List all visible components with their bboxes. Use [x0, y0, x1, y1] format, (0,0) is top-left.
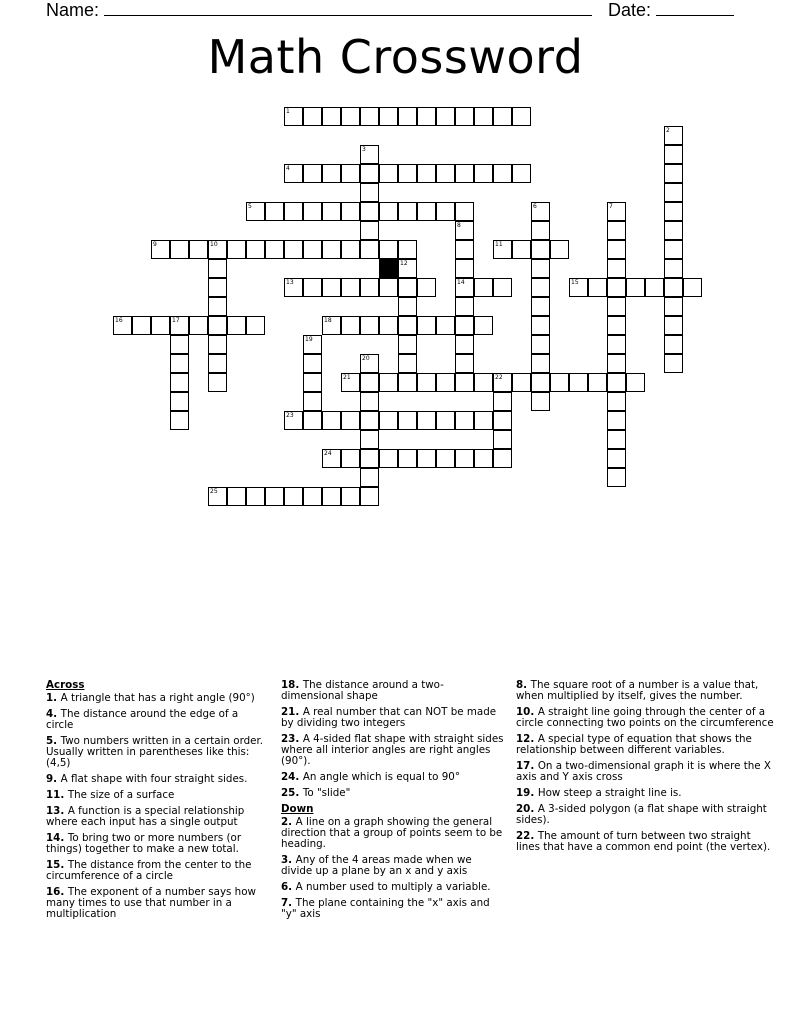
- crossword-cell[interactable]: [189, 240, 208, 259]
- clue-number-label: 11: [495, 241, 503, 248]
- crossword-cell[interactable]: [398, 202, 417, 221]
- crossword-cell[interactable]: [265, 202, 284, 221]
- crossword-cell[interactable]: [664, 183, 683, 202]
- clue-number-label: 7: [609, 203, 613, 210]
- crossword-cell[interactable]: [474, 107, 493, 126]
- crossword-cell[interactable]: [455, 373, 474, 392]
- crossword-cell[interactable]: [379, 107, 398, 126]
- down-clue: [516, 680, 774, 702]
- crossword-cell[interactable]: [360, 392, 379, 411]
- clue-number: 2.: [281, 816, 296, 828]
- across-clue: [281, 788, 506, 799]
- across-clue: [46, 736, 266, 769]
- crossword-cell[interactable]: [265, 240, 284, 259]
- clue-number: 1.: [46, 692, 61, 704]
- clue-number-label: 21: [343, 374, 351, 381]
- crossword-cell[interactable]: [455, 297, 474, 316]
- crossword-cell[interactable]: [417, 278, 436, 297]
- crossword-cell[interactable]: [493, 278, 512, 297]
- crossword-cell[interactable]: [455, 240, 474, 259]
- crossword-cell[interactable]: [341, 240, 360, 259]
- crossword-cell[interactable]: [398, 373, 417, 392]
- clue-number-label: 10: [210, 241, 218, 248]
- crossword-cell[interactable]: [284, 487, 303, 506]
- crossword-cell[interactable]: [398, 164, 417, 183]
- crossword-cell[interactable]: [341, 449, 360, 468]
- crossword-cell[interactable]: [398, 449, 417, 468]
- crossword-cell[interactable]: [360, 411, 379, 430]
- clue-text: The amount of turn between two straight lines that have a common end point (the vertex).: [516, 830, 771, 853]
- crossword-cell[interactable]: [436, 411, 455, 430]
- crossword-cell[interactable]: [664, 259, 683, 278]
- crossword-cell[interactable]: [208, 335, 227, 354]
- crossword-cell[interactable]: [531, 335, 550, 354]
- crossword-cell[interactable]: [341, 487, 360, 506]
- crossword-cell[interactable]: [474, 449, 493, 468]
- down-clue-list: [281, 817, 506, 920]
- crossword-cell[interactable]: [436, 202, 455, 221]
- across-heading: Across: [46, 679, 85, 691]
- crossword-cell[interactable]: [208, 278, 227, 297]
- clue-number-label: 24: [324, 450, 332, 457]
- crossword-cell[interactable]: [550, 373, 569, 392]
- crossword-cell[interactable]: [303, 278, 322, 297]
- crossword-cell[interactable]: [322, 202, 341, 221]
- crossword-cell[interactable]: [398, 354, 417, 373]
- crossword-cell[interactable]: [417, 449, 436, 468]
- crossword-cell[interactable]: [607, 335, 626, 354]
- crossword-cell[interactable]: [531, 316, 550, 335]
- clue-number: 7.: [281, 897, 296, 909]
- clue-number: 16.: [46, 886, 68, 898]
- down-clue: [281, 882, 506, 893]
- crossword-cell[interactable]: [341, 202, 360, 221]
- crossword-cell[interactable]: [417, 411, 436, 430]
- crossword-cell[interactable]: [569, 373, 588, 392]
- crossword-cell[interactable]: [303, 487, 322, 506]
- clue-number: 19.: [516, 787, 538, 799]
- crossword-cell[interactable]: [436, 449, 455, 468]
- crossword-cell[interactable]: [322, 107, 341, 126]
- crossword-cell[interactable]: [664, 145, 683, 164]
- crossword-cell[interactable]: [417, 316, 436, 335]
- crossword-cell[interactable]: [531, 297, 550, 316]
- crossword-cell[interactable]: [474, 164, 493, 183]
- crossword-cell[interactable]: [132, 316, 151, 335]
- crossword-cell[interactable]: [474, 373, 493, 392]
- crossword-cell[interactable]: [360, 202, 379, 221]
- clue-number: 15.: [46, 859, 68, 871]
- crossword-cell[interactable]: [664, 240, 683, 259]
- clue-number: 24.: [281, 771, 303, 783]
- crossword-cell[interactable]: [379, 411, 398, 430]
- crossword-cell[interactable]: [664, 354, 683, 373]
- crossword-cell[interactable]: [227, 316, 246, 335]
- crossword-cell[interactable]: [360, 107, 379, 126]
- clue-text: A 3-sided polygon (a flat shape with straight sides).: [516, 803, 767, 826]
- crossword-cell[interactable]: [607, 221, 626, 240]
- crossword-cell[interactable]: [493, 411, 512, 430]
- clue-text: The distance around the edge of a circle: [46, 708, 239, 731]
- clue-number: 14.: [46, 832, 68, 844]
- clue-number-label: 3: [362, 146, 366, 153]
- across-clue: [281, 707, 506, 729]
- down-heading: Down: [281, 803, 314, 815]
- clue-text: A special type of equation that shows the relationship between different variables.: [516, 733, 752, 756]
- crossword-cell[interactable]: [246, 240, 265, 259]
- clue-text: The square root of a number is a value that, when multiplied by itself, gives the number.: [516, 679, 759, 702]
- crossword-cell[interactable]: [265, 487, 284, 506]
- crossword-cell[interactable]: [303, 392, 322, 411]
- crossword-cell[interactable]: [417, 373, 436, 392]
- clue-number: 6.: [281, 881, 296, 893]
- crossword-cell[interactable]: [322, 240, 341, 259]
- crossword-cell[interactable]: [512, 373, 531, 392]
- crossword-cell[interactable]: [379, 240, 398, 259]
- crossword-cell[interactable]: [550, 240, 569, 259]
- clue-text: To "slide": [302, 787, 351, 799]
- down-clue-list-continued: [516, 680, 774, 853]
- across-clue: [46, 709, 266, 731]
- clue-number: 11.: [46, 789, 68, 801]
- down-clue: [281, 817, 506, 850]
- crossword-cell[interactable]: [531, 354, 550, 373]
- crossword-cell[interactable]: [341, 278, 360, 297]
- clue-text: A line on a graph showing the general direction that a group of points seem to be heading.: [281, 816, 503, 850]
- crossword-cell[interactable]: [360, 449, 379, 468]
- crossword-cell[interactable]: [303, 240, 322, 259]
- crossword-cell[interactable]: [436, 316, 455, 335]
- clue-text: On a two-dimensional graph it is where the X axis and Y axis cross: [516, 760, 771, 783]
- clue-text: The plane containing the "x" axis and "y" axis: [281, 897, 490, 920]
- crossword-cell[interactable]: [322, 411, 341, 430]
- crossword-cell[interactable]: [398, 411, 417, 430]
- clue-number-label: 8: [457, 222, 461, 229]
- crossword-cell[interactable]: [645, 278, 664, 297]
- crossword-cell[interactable]: [588, 373, 607, 392]
- crossword-cell[interactable]: [170, 335, 189, 354]
- down-clue: [516, 804, 774, 826]
- crossword-cell[interactable]: [607, 411, 626, 430]
- crossword-cell[interactable]: [170, 373, 189, 392]
- crossword-cell[interactable]: [360, 430, 379, 449]
- crossword-cell[interactable]: [208, 259, 227, 278]
- crossword-cell[interactable]: [303, 354, 322, 373]
- clue-text: The distance from the center to the circumference of a circle: [46, 859, 252, 882]
- crossword-cell[interactable]: [170, 411, 189, 430]
- clue-number: 20.: [516, 803, 538, 815]
- clue-text: A 4-sided flat shape with straight sides where all interior angles are right angles (90°).: [281, 733, 504, 767]
- name-label: Name:: [46, 0, 100, 20]
- clue-text: A flat shape with four straight sides.: [60, 773, 248, 785]
- clue-number: 9.: [46, 773, 61, 785]
- crossword-cell[interactable]: [379, 373, 398, 392]
- crossword-cell[interactable]: [607, 240, 626, 259]
- crossword-cell[interactable]: [208, 297, 227, 316]
- clue-text: To bring two or more numbers (or things) together to make a new total.: [46, 832, 242, 855]
- clue-number: 23.: [281, 733, 303, 745]
- clue-number: 18.: [281, 679, 303, 691]
- crossword-cell[interactable]: [664, 202, 683, 221]
- crossword-cell[interactable]: [607, 354, 626, 373]
- clue-text: How steep a straight line is.: [537, 787, 682, 799]
- crossword-cell[interactable]: [379, 316, 398, 335]
- crossword-cell[interactable]: [664, 221, 683, 240]
- crossword-cell[interactable]: [626, 278, 645, 297]
- crossword-cell[interactable]: [303, 107, 322, 126]
- crossword-cell[interactable]: [360, 468, 379, 487]
- across-clue: [46, 790, 266, 801]
- crossword-cell[interactable]: [360, 487, 379, 506]
- crossword-cell[interactable]: [664, 316, 683, 335]
- clue-number-label: 19: [305, 336, 313, 343]
- crossword-cell[interactable]: [436, 107, 455, 126]
- down-clue: [516, 761, 774, 783]
- crossword-cell[interactable]: [417, 107, 436, 126]
- crossword-cell[interactable]: [170, 354, 189, 373]
- crossword-cell[interactable]: [341, 316, 360, 335]
- crossword-cell[interactable]: [189, 316, 208, 335]
- crossword-cell[interactable]: [246, 316, 265, 335]
- crossword-cell[interactable]: [341, 107, 360, 126]
- across-clue: [46, 833, 266, 855]
- date-label: Date:: [608, 0, 652, 20]
- clue-number-label: 25: [210, 488, 218, 495]
- clue-number: 22.: [516, 830, 538, 842]
- clue-number: 21.: [281, 706, 303, 718]
- crossword-cell[interactable]: [360, 164, 379, 183]
- across-clue-list-continued: [281, 680, 506, 799]
- crossword-cell[interactable]: [531, 259, 550, 278]
- crossword-cell[interactable]: [607, 430, 626, 449]
- crossword-cell[interactable]: [531, 392, 550, 411]
- down-clue: [516, 707, 774, 729]
- across-clue: [281, 734, 506, 767]
- crossword-cell[interactable]: [303, 164, 322, 183]
- clue-text: The distance around a two-dimensional shape: [281, 679, 444, 702]
- clue-number-label: 22: [495, 374, 503, 381]
- across-clue: [46, 860, 266, 882]
- crossword-cell[interactable]: [455, 107, 474, 126]
- crossword-cell[interactable]: [664, 297, 683, 316]
- crossword-cell[interactable]: [303, 373, 322, 392]
- crossword-cell[interactable]: [322, 278, 341, 297]
- clue-number-label: 6: [533, 203, 537, 210]
- crossword-cell[interactable]: [284, 202, 303, 221]
- crossword-cell[interactable]: [360, 278, 379, 297]
- crossword-cell[interactable]: [379, 278, 398, 297]
- crossword-cell[interactable]: [626, 373, 645, 392]
- crossword-cell[interactable]: [683, 278, 702, 297]
- crossword-cell[interactable]: [398, 316, 417, 335]
- crossword-cell[interactable]: [360, 373, 379, 392]
- crossword-cell[interactable]: [379, 202, 398, 221]
- clue-number-label: 2: [666, 127, 670, 134]
- clue-number-label: 18: [324, 317, 332, 324]
- crossword-cell[interactable]: [227, 240, 246, 259]
- crossword-cell[interactable]: [341, 411, 360, 430]
- crossword-cell[interactable]: [170, 240, 189, 259]
- crossword-cell[interactable]: [398, 240, 417, 259]
- clue-number: 4.: [46, 708, 61, 720]
- clue-text: A straight line going through the center of a circle connecting two points on the circumference: [516, 706, 774, 729]
- crossword-cell[interactable]: [436, 373, 455, 392]
- clue-number: 25.: [281, 787, 303, 799]
- crossword-cell[interactable]: [531, 240, 550, 259]
- crossword-cell[interactable]: [455, 354, 474, 373]
- clue-number: 5.: [46, 735, 61, 747]
- crossword-cell[interactable]: [360, 240, 379, 259]
- clue-number: 10.: [516, 706, 538, 718]
- crossword-cell[interactable]: [607, 373, 626, 392]
- clue-number-label: 4: [286, 165, 290, 172]
- crossword-cell[interactable]: [512, 240, 531, 259]
- crossword-cell[interactable]: [208, 354, 227, 373]
- clue-text: The size of a surface: [67, 789, 175, 801]
- crossword-cell[interactable]: [208, 373, 227, 392]
- clue-text: Any of the 4 areas made when we divide up a plane by an x and y axis: [281, 854, 472, 877]
- crossword-cell[interactable]: [664, 278, 683, 297]
- across-clue: [281, 680, 506, 702]
- clue-number: 13.: [46, 805, 68, 817]
- crossword-cell[interactable]: [455, 202, 474, 221]
- clue-text: A number used to multiply a variable.: [295, 881, 491, 893]
- clue-number-label: 12: [400, 260, 408, 267]
- crossword-cell[interactable]: [493, 164, 512, 183]
- clue-text: The exponent of a number says how many times to use that number in a multiplication: [46, 886, 256, 920]
- crossword-cell[interactable]: [493, 449, 512, 468]
- down-clue: [281, 855, 506, 877]
- crossword-cell[interactable]: [151, 316, 170, 335]
- crossword-cell[interactable]: [303, 202, 322, 221]
- clues-column-3: [516, 680, 774, 858]
- crossword-cell[interactable]: [664, 164, 683, 183]
- clue-number-label: 17: [172, 317, 180, 324]
- crossword-cell[interactable]: [322, 164, 341, 183]
- crossword-cell[interactable]: [493, 430, 512, 449]
- crossword-cell[interactable]: [455, 316, 474, 335]
- clue-number-label: 9: [153, 241, 157, 248]
- clue-number: 3.: [281, 854, 296, 866]
- crossword-cell[interactable]: [607, 392, 626, 411]
- crossword-cell[interactable]: [208, 316, 227, 335]
- crossword-cell[interactable]: [607, 468, 626, 487]
- crossword-cell[interactable]: [227, 487, 246, 506]
- clue-text: A function is a special relationship where each input has a single output: [46, 805, 245, 828]
- clues-column-2: [281, 680, 506, 925]
- crossword-cell[interactable]: [588, 278, 607, 297]
- down-clue: [281, 898, 506, 920]
- crossword-cell[interactable]: [170, 392, 189, 411]
- crossword-cell[interactable]: [398, 335, 417, 354]
- crossword-cell[interactable]: [303, 411, 322, 430]
- clue-text: A triangle that has a right angle (90°): [60, 692, 255, 704]
- clue-number-label: 14: [457, 279, 465, 286]
- page-title: Math Crossword: [207, 30, 584, 84]
- across-clue-list: [46, 693, 266, 920]
- across-clue: [46, 774, 266, 785]
- crossword-cell[interactable]: [398, 297, 417, 316]
- clue-number-label: 23: [286, 412, 294, 419]
- clue-text: An angle which is equal to 90°: [302, 771, 460, 783]
- black-cell: [379, 259, 398, 278]
- across-clue: [281, 772, 506, 783]
- crossword-cell[interactable]: [341, 164, 360, 183]
- down-clue: [516, 734, 774, 756]
- clue-text: Two numbers written in a certain order. Usually written in parentheses like this: (4,5): [46, 735, 264, 769]
- clue-number-label: 1: [286, 108, 290, 115]
- crossword-cell[interactable]: [360, 183, 379, 202]
- crossword-cell[interactable]: [379, 449, 398, 468]
- down-clue: [516, 831, 774, 853]
- crossword-cell[interactable]: [436, 164, 455, 183]
- crossword-cell[interactable]: [607, 316, 626, 335]
- crossword-cell[interactable]: [531, 278, 550, 297]
- clue-number: 12.: [516, 733, 538, 745]
- crossword-cell[interactable]: [607, 449, 626, 468]
- clue-number-label: 5: [248, 203, 252, 210]
- crossword-cell[interactable]: [322, 487, 341, 506]
- crossword-cell[interactable]: [512, 164, 531, 183]
- crossword-cell[interactable]: [474, 278, 493, 297]
- crossword-cell[interactable]: [246, 487, 265, 506]
- crossword-cell[interactable]: [531, 373, 550, 392]
- crossword-cell[interactable]: [455, 411, 474, 430]
- clue-number: 17.: [516, 760, 538, 772]
- crossword-cell[interactable]: [493, 392, 512, 411]
- clue-number: 8.: [516, 679, 531, 691]
- crossword-cell[interactable]: [607, 278, 626, 297]
- clue-number-label: 13: [286, 279, 294, 286]
- across-clue: [46, 806, 266, 828]
- crossword-cell[interactable]: [455, 449, 474, 468]
- crossword-cell[interactable]: [474, 316, 493, 335]
- crossword-cell[interactable]: [360, 316, 379, 335]
- crossword-cell[interactable]: [531, 221, 550, 240]
- crossword-cell[interactable]: [455, 259, 474, 278]
- across-clue: [46, 693, 266, 704]
- clue-number-label: 20: [362, 355, 370, 362]
- crossword-cell[interactable]: [284, 240, 303, 259]
- across-clue: [46, 887, 266, 920]
- crossword-cell[interactable]: [664, 335, 683, 354]
- clue-text: A real number that can NOT be made by dividing two integers: [281, 706, 497, 729]
- clue-number-label: 15: [571, 279, 579, 286]
- crossword-cell[interactable]: [607, 297, 626, 316]
- crossword-cell[interactable]: [417, 202, 436, 221]
- crossword-cell[interactable]: [398, 278, 417, 297]
- crossword-cell[interactable]: [360, 221, 379, 240]
- crossword-cell[interactable]: [474, 411, 493, 430]
- crossword-cell[interactable]: [398, 107, 417, 126]
- crossword-cell[interactable]: [455, 335, 474, 354]
- crossword-cell[interactable]: [417, 164, 436, 183]
- down-clue: [516, 788, 774, 799]
- crossword-cell[interactable]: [455, 164, 474, 183]
- clues-column-1: [46, 680, 266, 925]
- crossword-cell[interactable]: [379, 164, 398, 183]
- clue-number-label: 16: [115, 317, 123, 324]
- crossword-cell[interactable]: [607, 259, 626, 278]
- crossword-cell[interactable]: [493, 107, 512, 126]
- crossword-cell[interactable]: [512, 107, 531, 126]
